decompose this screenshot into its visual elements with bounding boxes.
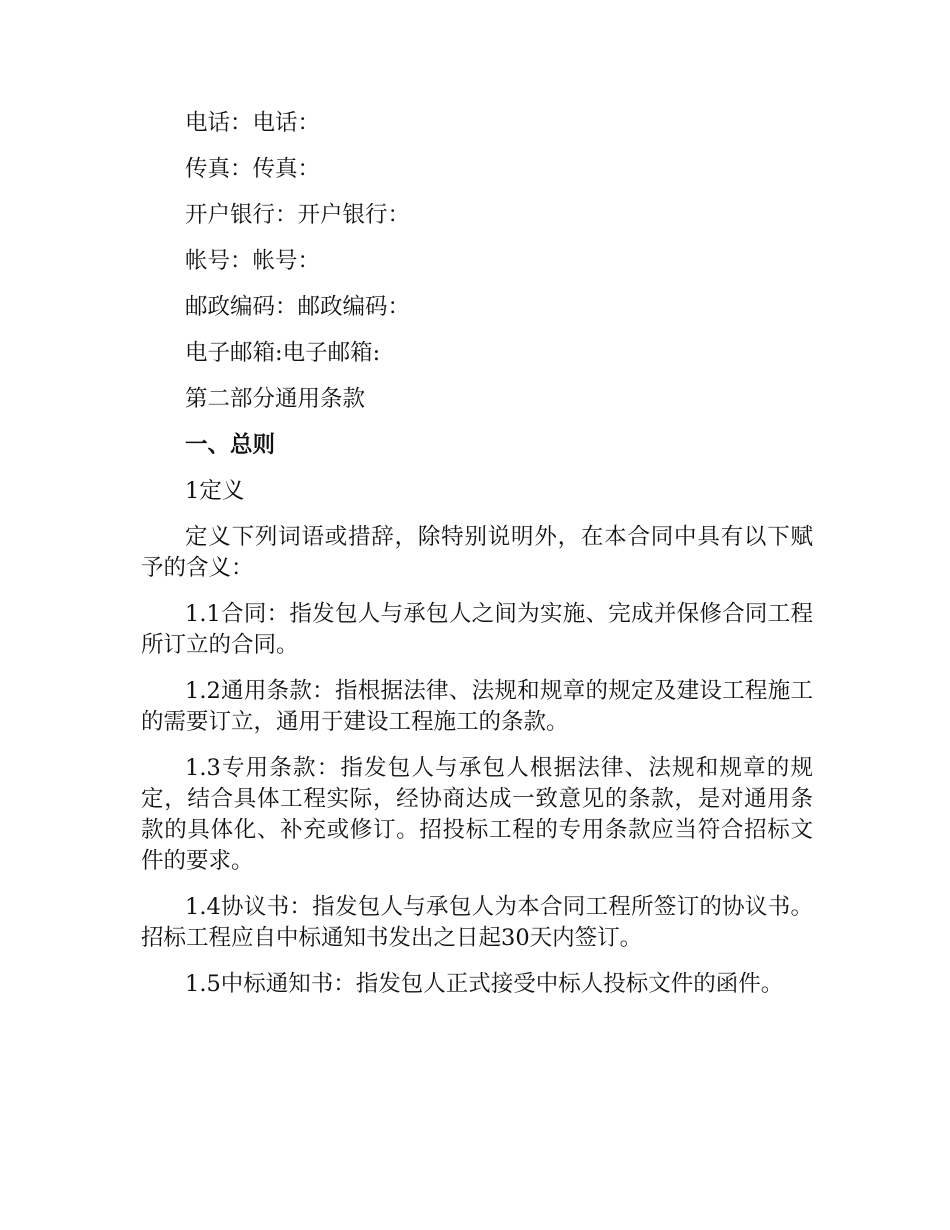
- contact-postcode: 邮政编码：邮政编码：: [185, 294, 411, 320]
- definition-item: 1.5中标通知书：指发包人正式接受中标人投标文件的函件。: [185, 971, 784, 997]
- contact-phone: 电话：电话：: [185, 110, 321, 136]
- contact-bank: 开户银行：开户银行：: [185, 202, 411, 228]
- contact-account: 帐号：帐号：: [185, 248, 321, 274]
- section-title: 一、总则: [185, 432, 276, 458]
- part-title: 第二部分通用条款: [185, 386, 366, 412]
- definition-item: 1.1合同：指发包人与承包人之间为实施、完成并保修合同工程所订立的合同。: [141, 601, 813, 658]
- document-body: [141, 108, 813, 1015]
- contact-fax: 传真：传真：: [185, 156, 321, 182]
- subsection-title: 1定义: [185, 478, 245, 504]
- definition-item: 1.3专用条款：指发包人与承包人根据法律、法规和规章的规定，结合具体工程实际，经协商达成一致意见的条款，是对通用条款的具体化、补充或修订。招投标工程的专用条款应当符合招标文件的要求。: [141, 755, 813, 874]
- definition-intro: 定义下列词语或措辞，除特别说明外，在本合同中具有以下赋予的含义：: [141, 524, 813, 581]
- definition-item: 1.4协议书：指发包人与承包人为本合同工程所签订的协议书。招标工程应自中标通知书发出之日起30天内签订。: [141, 894, 813, 951]
- definition-item: 1.2通用条款：指根据法律、法规和规章的规定及建设工程施工的需要订立，通用于建设工程施工的条款。: [141, 678, 813, 735]
- contact-email: 电子邮箱:电子邮箱:: [185, 340, 381, 366]
